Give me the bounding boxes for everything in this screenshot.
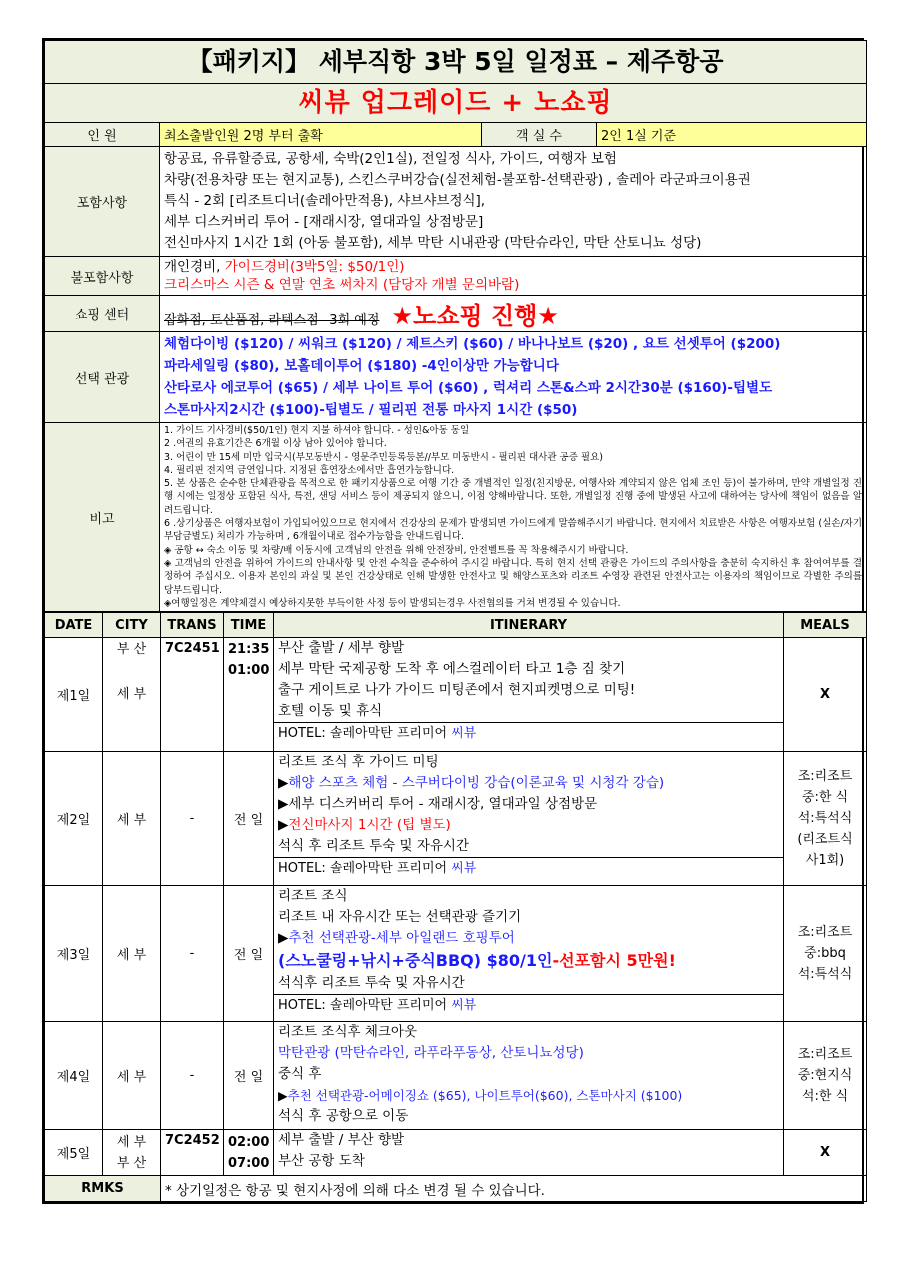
excluded-surcharge: 크리스마스 시즌 & 연말 연초 써차지 (담당자 개별 문의바람) — [164, 277, 520, 293]
col-itinerary: ITINERARY — [274, 613, 784, 638]
itinerary-line: 리조트 조식 — [278, 888, 348, 905]
optional-label: 선택 관광 — [45, 332, 160, 423]
arrival-time: 01:00 — [228, 663, 270, 679]
itinerary-line: 부산 출발 / 세부 향발 — [278, 640, 405, 657]
shopping-label: 쇼핑 센터 — [45, 296, 160, 332]
optional-line: 스톤마사지2시간 ($100)-팁별도 / 필리핀 전통 마사지 1시간 ($50) — [164, 402, 578, 418]
shopping-struck-text: 잡화점, 토산품점, 라텍스점 –3회 예정 — [164, 313, 380, 328]
day-date: 제2일 — [45, 752, 103, 886]
col-trans: TRANS — [161, 613, 224, 638]
day-city: 세 부 — [103, 752, 161, 886]
itinerary-table — [44, 612, 867, 1202]
day-time: 전 일 — [224, 752, 274, 886]
remarks-label: RMKS — [45, 1176, 161, 1202]
arrival-time: 07:00 — [228, 1155, 270, 1171]
day-itinerary — [274, 638, 784, 752]
included-line: 항공료, 유류할증료, 공항세, 숙박(2인1실), 전일정 식사, 가이드, 여행자 보험 — [164, 151, 617, 167]
itinerary-line: 석식후 리조트 투숙 및 자유시간 — [278, 975, 465, 992]
departure-time: 02:00 — [228, 1134, 270, 1150]
note-line: ◈ 공항 ↔ 숙소 이동 및 차량/배 이동시에 고객님의 안전을 위해 안전장비, 안전벨트를 꼭 착용해주시기 바랍니다. — [164, 544, 629, 556]
itinerary-line: ▶해양 스포츠 체험 - 스쿠버다이빙 강습(이론교육 및 시청각 강습) — [278, 775, 665, 792]
day-meals: 조:리조트 중:한 식 석:특석식 (리조트식 사1회) — [784, 752, 867, 886]
hotel-line — [274, 722, 783, 745]
hotel-line — [274, 857, 783, 880]
itinerary-line: 리조트 조식 후 가이드 미팅 — [278, 754, 439, 771]
excluded-guide-fee: 가이드경비(3박5일: $50/1인) — [224, 259, 405, 275]
hotel-name: HOTEL: 솔레아막탄 프리미어 — [278, 998, 452, 1014]
optional-line: 산타로사 에코투어 ($65) / 세부 나이트 투어 ($60) , 럭셔리 스톤&스파 2시간30분 ($160)-팁별도 — [164, 380, 773, 396]
no-shopping-badge: ★노쇼핑 진행★ — [391, 302, 559, 330]
day-trans: - — [161, 752, 224, 886]
itinerary-line: 호텔 이동 및 휴식 — [278, 703, 383, 720]
col-city: CITY — [103, 613, 161, 638]
included-line: 특식 - 2회 [리조트디너(솔레아만적용), 샤브샤브정식], — [164, 193, 486, 209]
included-line: 전신마사지 1시간 1회 (아동 불포함), 세부 막탄 시내관광 (막탄슈라인, 막탄 산토니뇨 성당) — [164, 235, 702, 251]
itinerary-line: 출구 게이트로 나가 가이드 미팅존에서 현지피켓명으로 미팅! — [278, 682, 636, 699]
day-trans: 7C2452 — [161, 1130, 224, 1176]
optional-line: 체험다이빙 ($120) / 씨워크 ($120) / 제트스키 ($60) / 바나나보트 ($20) , 요트 선셋투어 ($200) — [164, 336, 781, 352]
day-itinerary — [274, 1130, 784, 1176]
note-line: 2 .여권의 유효기간은 6개월 이상 남아 있어야 합니다. — [164, 438, 387, 450]
hotel-view: 씨뷰 — [451, 861, 477, 877]
day-time: 전 일 — [224, 1022, 274, 1130]
note-line: ◈ 고객님의 안전을 위하여 가이드의 안내사항 및 안전 수칙을 준수하여 주시길 바랍니다. 특히 현지 선택 관광은 가이드의 주의사항을 충분히 숙지하신 후 참여여부를 결정하여 주십시오. 이용자 본인의 과실 및 본인 건강상태로 인해 발생한 안전사고 및 해양스포츠와 리조트 수영장 관련된 안전사고는 이용자의 책임이므로 각별한 주의를 당부드립니다. — [164, 557, 863, 596]
day-itinerary — [274, 752, 784, 886]
day-row — [45, 1022, 867, 1130]
day-row — [45, 752, 867, 886]
day-meals: X — [784, 638, 867, 752]
day-meals: 조:리조트 중:현지식 석:한 식 — [784, 1022, 867, 1130]
page-subtitle: 씨뷰 업그레이드 + 노쇼핑 — [298, 88, 613, 118]
note-line: ◈여행일정은 계약체결시 예상하지못한 부득이한 사정 등이 발생되는경우 사전협의를 거쳐 변경될 수 있습니다. — [164, 597, 621, 609]
shopping-content — [160, 296, 867, 332]
excluded-content — [160, 257, 867, 296]
optional-content — [160, 332, 867, 423]
itinerary-line: 리조트 내 자유시간 또는 선택관광 즐기기 — [278, 909, 522, 926]
day-row — [45, 886, 867, 1022]
package-info-table — [44, 40, 867, 612]
departure-time: 21:35 — [228, 642, 270, 658]
city-origin: 세 부 — [116, 1134, 147, 1150]
day-itinerary — [274, 886, 784, 1022]
day-date: 제3일 — [45, 886, 103, 1022]
itinerary-line: 중식 후 — [278, 1066, 322, 1083]
col-meals: MEALS — [784, 613, 867, 638]
note-line: 6 .상기상품은 여행자보험이 가입되어있으므로 현지에서 건강상의 문제가 발생되면 가이드에게 말씀해주시기 바랍니다. 현지에서 치료받은 사항은 여행자보험 (실손/자기부담금별도) 처리가 가능하며 , 6개월이내로 접수가능함을 안내드립니다. — [164, 518, 863, 543]
room-label: 객 실 수 — [482, 123, 597, 147]
notes-content — [160, 423, 867, 612]
day-city: 세 부 — [103, 886, 161, 1022]
city-destination: 세 부 — [116, 687, 147, 703]
itinerary-line: 부산 공항 도착 — [278, 1153, 365, 1170]
day-meals: X — [784, 1130, 867, 1176]
day-row — [45, 1130, 867, 1176]
note-line: 4. 필리핀 전지역 금연입니다. 지정된 흡연장소에서만 흡연가능합니다. — [164, 464, 455, 476]
day-date: 제4일 — [45, 1022, 103, 1130]
day-city — [103, 638, 161, 752]
hotel-line — [274, 994, 783, 1017]
day-date: 제5일 — [45, 1130, 103, 1176]
excluded-label: 불포함사항 — [45, 257, 160, 296]
page-title: 【패키지】 세부직항 3박 5일 일정표 – 제주항공 — [45, 41, 866, 84]
day-time — [224, 1130, 274, 1176]
people-label: 인 원 — [45, 123, 160, 147]
notes-label: 비고 — [45, 423, 160, 612]
title-block — [45, 41, 867, 123]
hotel-view: 씨뷰 — [451, 998, 477, 1014]
room-value: 2인 1실 기준 — [597, 123, 867, 147]
day-itinerary — [274, 1022, 784, 1130]
city-destination: 부 산 — [116, 1155, 147, 1171]
itinerary-line: ▶전신마사지 1시간 (팁 별도) — [278, 817, 451, 834]
itinerary-line: 세부 막탄 국제공항 도착 후 에스컬레이터 타고 1층 짐 찾기 — [278, 661, 626, 678]
included-content — [160, 147, 867, 257]
included-label: 포함사항 — [45, 147, 160, 257]
day-time: 전 일 — [224, 886, 274, 1022]
day-meals: 조:리조트 중:bbq 석:특석식 — [784, 886, 867, 1022]
remarks-text: * 상기일정은 항공 및 현지사정에 의해 다소 변경 될 수 있습니다. — [161, 1176, 867, 1202]
itinerary-sheet — [42, 38, 864, 1204]
note-line: 1. 가이드 기사경비($50/1인) 현지 지불 하셔야 합니다. - 성인&아동 동일 — [164, 425, 470, 436]
day-trans: 7C2451 — [161, 638, 224, 752]
hotel-name: HOTEL: 솔레아막탄 프리미어 — [278, 726, 452, 742]
included-line: 세부 디스커버리 투어 - [재래시장, 열대과일 상점방문] — [164, 214, 484, 230]
col-time: TIME — [224, 613, 274, 638]
excluded-personal: 개인경비, — [164, 259, 225, 275]
itinerary-line: 세부 출발 / 부산 향발 — [278, 1132, 405, 1149]
day-trans: - — [161, 886, 224, 1022]
itinerary-line: ▶추천 선택관광-세부 아일랜드 호핑투어 — [278, 930, 515, 947]
itinerary-line: 리조트 조식후 체크아웃 — [278, 1024, 417, 1041]
itinerary-line: ▶추천 선택관광-어메이징쇼 ($65), 나이트투어($60), 스톤마사지 ($100) — [278, 1088, 683, 1104]
itinerary-line: 막탄관광 (막탄슈라인, 라푸라푸동상, 산토니뇨성당) — [278, 1045, 584, 1062]
itinerary-line: (스노쿨링+낚시+중식BBQ) $80/1인-선포함시 5만원! — [278, 951, 676, 971]
day-city: 세 부 — [103, 1022, 161, 1130]
day-city — [103, 1130, 161, 1176]
itinerary-line: 석식 후 공항으로 이동 — [278, 1108, 409, 1125]
day-date: 제1일 — [45, 638, 103, 752]
note-line: 5. 본 상품은 순수한 단체관광을 목적으로 한 패키지상품으로 여행 기간 중 개별적인 일정(친지방문, 여행사와 계약되지 않은 업체 조인 등)이 불가하며, 만약 개별일정 진행 시에는 일정상 포함된 식사, 특전, 샌딩 서비스 등이 제공되지 않으니, 이점 양해바랍니다. 또한, 개별일정 진행 중에 발생된 사고에 대하여는 당사에 책임이 없음을 알려드립니다. — [164, 478, 863, 516]
hotel-view: 씨뷰 — [451, 726, 477, 742]
day-row — [45, 638, 867, 752]
col-date: DATE — [45, 613, 103, 638]
day-trans: - — [161, 1022, 224, 1130]
people-value: 최소출발인원 2명 부터 출확 — [160, 123, 482, 147]
optional-line: 파라세일링 ($80), 보홀데이투어 ($180) -4인이상만 가능합니다 — [164, 358, 559, 374]
itinerary-line: ▶세부 디스커버리 투어 - 재래시장, 열대과일 상점방문 — [278, 796, 598, 813]
day-time — [224, 638, 274, 752]
included-line: 차량(전용차량 또는 현지교통), 스킨스쿠버강습(실전체험-불포함-선택관광) , 솔레아 라군파크이용권 — [164, 172, 751, 188]
note-line: 3. 어린이 만 15세 미만 입국시(부모동반시 - 영문주민등록등본//부모 미동반시 - 필리핀 대사관 공증 필요) — [164, 451, 603, 463]
itinerary-line: 석식 후 리조트 투숙 및 자유시간 — [278, 838, 469, 855]
hotel-name: HOTEL: 솔레아막탄 프리미어 — [278, 861, 452, 877]
city-origin: 부 산 — [116, 642, 147, 658]
